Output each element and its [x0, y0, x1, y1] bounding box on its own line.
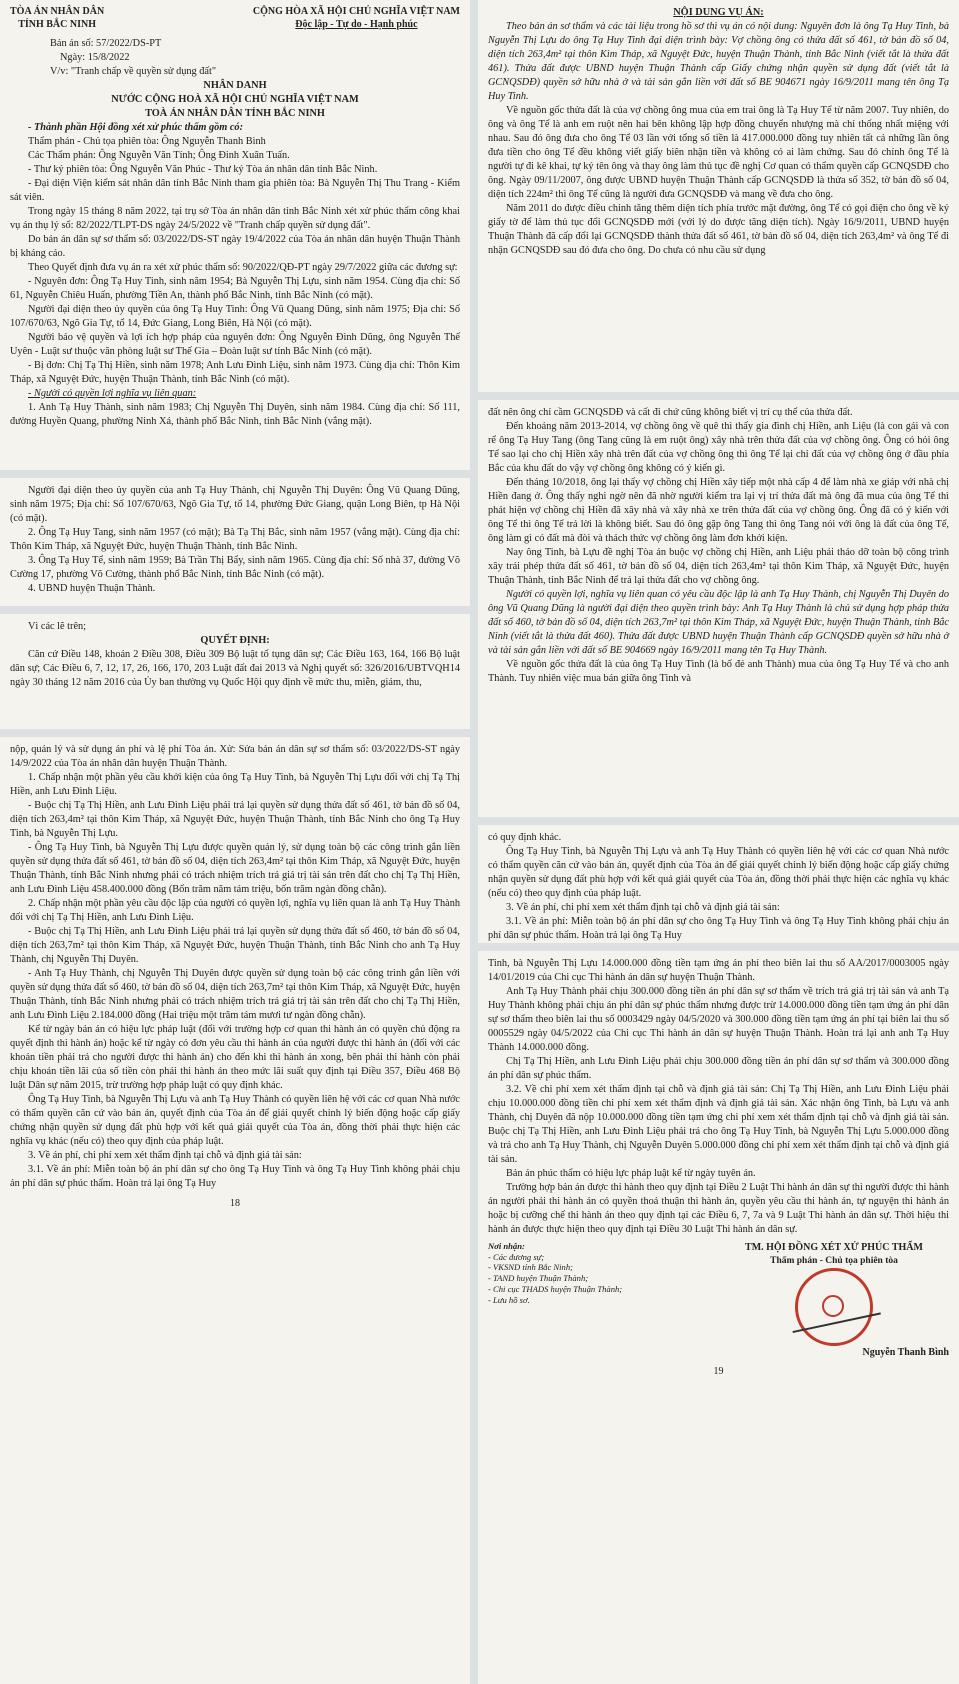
- recipient-item: - VKSND tỉnh Bắc Ninh;: [488, 1262, 573, 1273]
- case-content-continued-panel: [478, 400, 959, 817]
- paragraph: - Thư ký phiên tòa: Ông Nguyễn Văn Phúc - Thư ký Tòa án nhân dân tỉnh Bắc Ninh.: [28, 164, 378, 175]
- signer-name: Nguyễn Thanh Bình: [862, 1346, 949, 1358]
- paragraph: 3.1. Về án phí: Miễn toàn bộ án phí dân sự cho ông Tạ Huy Tinh và ông Tạ Huy Tinh không phải chịu án phí dân sự phúc thẩm. Hoàn trả lại ông Tạ Huy: [10, 1164, 460, 1189]
- paragraph: có quy định khác.: [488, 832, 562, 843]
- paragraph: 2. Ông Tạ Huy Tang, sinh năm 1957 (có mặt); Bà Tạ Thị Bắc, sinh năm 1957 (vắng mặt). Cùng địa chỉ: Thôn Kim Tháp, xã Nguyệt Đức, huyện Thuận Thành, tỉnh Bắc Ninh.: [10, 527, 460, 552]
- paragraph: 1. Chấp nhận một phần yêu cầu khởi kiện của ông Tạ Huy Tinh, bà Nguyễn Thị Lựu đối với chị Tạ Thị Hiền, anh Lưu Đình Liệu.: [10, 772, 460, 797]
- paragraph: Đến khoảng năm 2013-2014, vợ chồng ông về quê thì thấy gia đình chị Hiền, anh Liệu (là con gái và con rể ông Tạ Huy Tang (ông Tang cũng là em ruột ông) xây nhà trên thửa đất của vợ chồng ông. Ông có hỏi ông Tể sao lại cho chị Hiền xây nhà trên đất của vợ chồng ông thì ông Tể lại chỉ đất của vợ chồng ông ở đầu phía Bắc của khu đất do vậy vợ chồng ông không có ý kiến gì.: [488, 421, 949, 474]
- in-the-name: NHÂN DANH: [203, 80, 267, 91]
- case-number: Bản án số: 57/2022/DS-PT: [50, 38, 162, 49]
- recipients-title: Nơi nhận:: [488, 1241, 525, 1251]
- paragraph: 3.2. Về chi phí xem xét thẩm định tại chỗ và định giá tài sản: Chị Tạ Thị Hiền, anh Lưu Đình Liệu phải chịu 10.000.000 đồng tiền chi phí xem xét thẩm định và định giá tài sản. Xác nhận ông Tinh, bà Lựu và anh Thành, chị Duyên đã nộp 10.000.000 đồng tiền tạm ứng chi phí xem xét thẩm định tại chỗ và định giá tài sản. Buộc chị Tạ Thị Hiền, anh Lưu Đình Liệu phải trả cho ông Tạ Huy Tinh, bà Nguyễn Thị Lựu 5.000.000 đồng và trả cho anh Tạ Huy Thành, chị Nguyễn Duyên 5.000.000 đồng chi phí xem xét thẩm định tại chỗ và định giá tài sản.: [488, 1084, 949, 1165]
- paragraph: Tinh, bà Nguyễn Thị Lựu 14.000.000 đồng tiền tạm ứng án phí theo biên lai thu số AA/2017/0003005 ngày 14/01/2019 của Chi cục Thi hành án dân sự huyện Thuận Thành.: [488, 958, 949, 983]
- paragraph: - Bị đơn: Chị Tạ Thị Hiền, sinh năm 1978; Anh Lưu Đình Liệu, sinh năm 1973. Cùng địa chỉ: Thôn Kim Tháp, xã Nguyệt Đức, huyện Thuận Thành, tỉnh Bắc Ninh (có mặt).: [10, 360, 460, 385]
- recipient-item: - Chi cục THADS huyện Thuận Thành;: [488, 1283, 623, 1294]
- page-19-panel: [478, 951, 959, 1684]
- page-18-right-panel: [478, 825, 959, 943]
- paragraph: Anh Tạ Huy Thành phải chịu 300.000 đồng tiền án phí dân sự sơ thẩm về trích trả giá trị tài sản và anh Tạ Huy Thành không phải chịu án phí dân sự phúc thẩm nhưng được trừ 14.000.000 đồng tiền tạm ứng án phí dân sự sơ thẩm theo biên lai thu số 0003429 ngày 04/5/2020 và 300.000 đồng tiền tạm ứng án phí tại biên lai thu số 0005529 ngày 04/5/2022 của Chi cục Thi hành án dân sự huyện Thuận Thành. Hoàn trả lại anh anh Tạ Huy Thành 14.000.000 đồng.: [488, 986, 949, 1053]
- sign-role: Thẩm phán - Chủ tọa phiên tòa: [770, 1255, 898, 1266]
- page-1-header-panel: [0, 0, 470, 470]
- paragraph: Vì các lẽ trên;: [28, 621, 87, 632]
- nation-title: NƯỚC CỘNG HOÀ XÃ HỘI CHỦ NGHĨA VIỆT NAM: [111, 94, 359, 105]
- decision-heading: QUYẾT ĐỊNH:: [200, 635, 270, 646]
- page-1-continued-panel: [0, 478, 470, 606]
- paragraph: Trong ngày 15 tháng 8 năm 2022, tại trụ sở Tòa án nhân dân tỉnh Bắc Ninh xét xử phúc thẩm công khai vụ án thụ lý số: 82/2022/TLPT-DS ngày 24/5/2022 về "Tranh chấp quyền sử dụng đất".: [10, 206, 460, 231]
- recipient-item: - Các đương sự;: [488, 1251, 545, 1262]
- paragraph: - Nguyên đơn: Ông Tạ Huy Tinh, sinh năm 1954; Bà Nguyễn Thị Lựu, sinh năm 1954. Cùng địa chỉ: Số 61, Nguyễn Chiêu Huấn, phường Tiền An, thành phố Bắc Ninh, tỉnh Bắc Ninh (có mặt).: [10, 276, 460, 301]
- paragraph: Người có quyền lợi, nghĩa vụ liên quan có yêu cầu độc lập là anh Tạ Huy Thành, chị Nguyễn Thị Duyên do ông Vũ Quang Dũng là người đại diện theo quyền trình bày: Anh Tạ Huy Thành là chủ sử dụng hợp pháp thửa đất số 460, tờ bản đồ số 04, diện tích 263,7m² tại thôn Kim Tháp, xã Nguyệt Đức, huyện Thuận Thành, tỉnh Bắc Ninh (viết tắt là thửa đất 460). Thửa đất được UBND huyện Thuận Thành cấp GCNQSDĐ quyền sở hữu nhà ở và tài sản gắn liền với đất số BE 904669 ngày 16/9/2011 mang tên Tạ Huy Thành.: [488, 589, 949, 656]
- court-name: TÒA ÁN NHÂN DÂN TỈNH BẮC NINH: [10, 6, 105, 30]
- paragraph: Đến tháng 10/2018, ông lại thấy vợ chồng chị Hiền xây tiếp một nhà cấp 4 để làm nhà xe giáp với nhà chị Hiền đang ở. Ông thấy nghi ngờ nên đã nhờ người kiểm tra lại vị trí thửa đất mà ông đã mua của ông Tể thì phát hiện vợ chồng chị Hiền đã xây nhà và xây nhà xe trên thửa đất của vợ chồng ông. Ông đã có ý kiến với ông Tể thì ông Tể trả lời là không biết. Sau đó ông gặp ông Tang thì ông Tang nói với ông là đất của ông Tể, ông làm gì có đất mà đòi và thách thức vợ chồng ông làm đơn khởi kiện.: [488, 477, 949, 544]
- motto: Độc lập - Tự do - Hạnh phúc: [295, 18, 418, 30]
- page-number: 18: [230, 1198, 240, 1209]
- paragraph: Người bảo vệ quyền và lợi ích hợp pháp của nguyên đơn: Ông Nguyễn Đình Dũng, ông Nguyễn Thế Uyên - Luật sư thuộc văn phòng luật sư Thế Gia – Đoàn luật sư tỉnh Bắc Ninh (có mặt).: [10, 332, 460, 357]
- paragraph: - Buộc chị Tạ Thị Hiền, anh Lưu Đình Liệu phải trả lại quyền sử dụng thửa đất số 460, tờ bản đồ số 04, diện tích 263,7m² tại thôn Kim Tháp, xã Nguyệt Đức, huyện Thuận Thành, tỉnh Bắc Ninh cho anh Tạ Huy Thành, chị Nguyễn Thị Duyên.: [10, 926, 460, 965]
- recipient-item: - TAND huyện Thuận Thành;: [488, 1273, 589, 1284]
- decision-panel: [0, 614, 470, 729]
- paragraph: - Đại diện Viện kiểm sát nhân dân tỉnh Bắc Ninh tham gia phiên tòa: Bà Nguyễn Thị Thu Trang - Kiểm sát viên.: [10, 178, 460, 203]
- paragraph: 3. Về án phí, chi phí xem xét thẩm định tại chỗ và định giá tài sản:: [28, 1150, 302, 1161]
- section-heading: NỘI DUNG VỤ ÁN:: [673, 7, 764, 18]
- paragraph: nộp, quản lý và sử dụng án phí và lệ phí Tòa án. Xử: Sửa bản án dân sự sơ thẩm số: 03/2022/DS-ST ngày 14/9/2022 của Tòa án nhân dân huyện Thuận Thành.: [10, 744, 460, 769]
- page-18-left-panel: [0, 737, 470, 1684]
- paragraph: đất nên ông chỉ cầm GCNQSDĐ và cất đi chứ cũng không biết vị trí cụ thể của thửa đất.: [488, 407, 853, 418]
- paragraph: Nay ông Tinh, bà Lựu đề nghị Tòa án buộc vợ chồng chị Hiền, anh Liệu phải tháo dỡ toàn bộ công trình xây trái phép thửa đất số 461, tờ bản đồ số 04, diện tích 263,4m² tại thôn Kim Tháp, xã Nguyệt Đức, huyện Thuận Thành, tỉnh Bắc Ninh để trả lại thửa đất cho vợ chồng ông.: [488, 547, 949, 586]
- signature-block: [488, 1241, 949, 1359]
- court-full-name: TOÀ ÁN NHÂN DÂN TỈNH BẮC NINH: [145, 108, 325, 119]
- paragraph: Ông Tạ Huy Tinh, bà Nguyễn Thị Lựu và anh Tạ Huy Thành có quyền liên hệ với các cơ quan Nhà nước có thẩm quyền căn cứ vào bản án, quyết định của Tòa án để giải quyết chỉnh lý biến động hoặc cấp giấy chứng nhận quyền sử dụng đất phù hợp với kết quả giải quyết của Tòa án, đồng thời phải thực hiện các nghĩa vụ khác (nếu có) theo quy định của pháp luật.: [10, 1094, 460, 1147]
- paragraph: - Thành phần Hội đồng xét xử phúc thẩm gồm có:: [28, 122, 243, 133]
- paragraph: - Ông Tạ Huy Tinh, bà Nguyễn Thị Lựu được quyền quản lý, sử dụng toàn bộ các công trình gắn liền quyền sử dụng thửa đất số 461, tờ bản đồ số 04, diện tích 263,4m² tại thôn Kim Tháp, xã Nguyệt Đức, huyện Thuận Thành, tỉnh Bắc Ninh nhưng phải có trách nhiệm trích trả giá trị tài sản trên đất cho chị Tạ Thị Hiền, anh Lưu Đình Liệu 458.400.000 đồng (Bốn trăm năm tám triệu, bốn trăm ngàn đồng chẵn).: [10, 842, 460, 895]
- paragraph: Theo Quyết định đưa vụ án ra xét xử phúc thẩm số: 90/2022/QĐ-PT ngày 29/7/2022 giữa các đương sự:: [28, 262, 458, 273]
- paragraph: Do bản án dân sự sơ thẩm số: 03/2022/DS-ST ngày 19/4/2022 của Tòa án nhân dân huyện Thuận Thành bị kháng cáo.: [10, 234, 460, 259]
- sign-title: TM. HỘI ĐỒNG XÉT XỬ PHÚC THẨM: [745, 1242, 923, 1253]
- paragraph: Năm 2011 do được điều chỉnh tăng thêm diện tích phía trước mặt đường, ông Tể có gọi điện cho ông về ký giấy tờ để làm thủ tục đổi GCNQSDĐ mới (với lý do được tăng diện tích). Ngày 16/9/2011, UBND huyện Thuận Thành đã cấp đổi lại GCNQSDĐ thành thửa đất số 461, tờ bản đồ số 04, diện tích 263,4m² và ông Tể đi nhận GCNQSDĐ sau đó đưa cho ông. Do chưa có nhu cầu sử dụng: [488, 203, 949, 256]
- paragraph: Về nguồn gốc thửa đất là của vợ chồng ông mua của em trai ông là Tạ Huy Tể từ năm 2007. Tuy nhiên, do ông và ông Tể là anh em ruột nên hai bên không lập hợp đồng chuyển nhượng mà chỉ thống nhất miệng với nhau. Sau đó ông đưa cho ông Tể 03 lần với tổng số tiền là 417.000.000 đồng tuy nhiên tất cả những lần ông đưa tiền cho ông Tể đều không viết giấy biên nhận tiền và không có ai làm chứng. Sau đó chính ông Tể là người tự đi kê khai, tự ký tên ông và thay ông làm thủ tục đề nghị Cơ quan có thẩm quyền cấp GCNQSDĐ cho ông. Ngày 09/11/2007, ông được UBND huyện Thuận Thành cấp GCNQSDĐ là thửa số 352, tờ bản đồ số 04, diện tích 224m² thì ông Tể cũng là người đưa GCNQSDĐ và mang về đưa cho ông.: [488, 105, 949, 200]
- recipient-item: - Lưu hồ sơ.: [488, 1294, 530, 1305]
- case-subject: V/v: "Tranh chấp về quyền sử dụng đất": [50, 66, 217, 77]
- paragraph: Người đại diện theo ủy quyền của anh Tạ Huy Thành, chị Nguyễn Thị Duyên: Ông Vũ Quang Dũng, sinh năm 1975; Địa chỉ: Số 107/670/63, Ngõ Gia Tự, tổ 14, phường Đức Giang, quận Long Biên, tp Hà Nội (có mặt).: [10, 485, 460, 524]
- paragraph: - Người có quyền lợi nghĩa vụ liên quan:: [28, 388, 197, 399]
- paragraph: 4. UBND huyện Thuận Thành.: [28, 583, 156, 594]
- paragraph: Thẩm phán - Chủ tọa phiên tòa: Ông Nguyễn Thanh Bình: [28, 136, 266, 147]
- paragraph: - Anh Tạ Huy Thành, chị Nguyễn Thị Duyên được quyền sử dụng toàn bộ các công trình gắn liền với quyền sử dụng thửa đất số 460, tờ bản đồ số 04, diện tích 263,7m² tại thôn Kim Tháp, xã Nguyệt Đức, huyện Thuận Thành, tỉnh Bắc Ninh nhưng phải có trách nhiệm trích trả giá trị tài sản trên đất cho chị Tạ Thị Hiền, anh Lưu Đình Liệu 2.184.000 đồng (Hai triệu một trăm tám mươi tư ngàn đồng chẵn).: [10, 968, 460, 1021]
- paragraph: Chị Tạ Thị Hiền, anh Lưu Đình Liệu phải chịu 300.000 đồng tiền án phí dân sự sơ thẩm và 300.000 đồng án phí dân sự phúc thẩm.: [488, 1056, 949, 1081]
- paragraph: 3. Về án phí, chi phí xem xét thẩm định tại chỗ và định giá tài sản:: [506, 902, 780, 913]
- republic-title: CỘNG HÒA XÃ HỘI CHỦ NGHĨA VIỆT NAM: [252, 6, 460, 17]
- paragraph: 3. Ông Tạ Huy Tể, sinh năm 1959; Bà Trần Thị Bẩy, sinh năm 1965. Cùng địa chỉ: Số nhà 37, đường Võ Cường 17, phường Võ Cường, thành phố Bắc Ninh, tỉnh Bắc Ninh (có mặt).: [10, 555, 460, 580]
- paragraph: 3.1. Về án phí: Miễn toàn bộ án phí dân sự cho ông Tạ Huy Tinh và ông Tạ Huy Tinh không phải chịu án phí dân sự phúc thẩm. Hoàn trả lại ông Tạ Huy: [488, 916, 949, 941]
- paragraph: Kể từ ngày bản án có hiệu lực pháp luật (đối với trường hợp cơ quan thi hành án có quyền chủ động ra quyết định thi hành án) hoặc kể từ ngày có đơn yêu cầu thi hành án của người được thi hành án (đối với các khoản tiền phải trả cho người được thi hành án) cho đến khi thi hành án xong, bên phải thi hành còn phải chịu khoản tiền lãi của số tiền còn phải thi hành án theo mức lãi suất quy định tại Điều 357, Điều 468 Bộ luật Dân sự năm 2015, trừ trường hợp pháp luật có quy định khác.: [10, 1024, 460, 1091]
- case-content-panel: [478, 0, 959, 392]
- paragraph: Các Thẩm phán: Ông Nguyễn Văn Tính; Ông Đinh Xuân Tuấn.: [28, 150, 290, 161]
- paragraph: Trường hợp bản án được thi hành theo quy định tại Điều 2 Luật Thi hành án dân sự thì người được thi hành án người phải thi hành án có quyền thoả thuận thi hành án, quyền yêu cầu thi hành án, tự nguyện thi hành án hoặc bị cưỡng chế thi hành án theo quy định tại các Điều 6, 7, 7a và 9 Luật Thi hành án dân sự. Thời hiệu thi hành án được thực hiện theo quy định tại Điều 30 Luật Thi hành án dân sự.: [488, 1182, 949, 1235]
- paragraph: Về nguồn gốc thửa đất là của ông Tạ Huy Tinh (là bố đẻ anh Thành) mua của ông Tạ Huy Tể và cho anh Thành. Tuy nhiên việc mua bán giữa ông Tinh và: [488, 659, 949, 684]
- signer-block: [719, 1241, 949, 1359]
- page-number: 19: [713, 1366, 724, 1378]
- paragraph: 2. Chấp nhận một phần yêu cầu độc lập của người có quyền lợi, nghĩa vụ liên quan là anh Tạ Huy Thành đối với chị Tạ Thị Hiền, anh Lưu Đình Liệu.: [10, 898, 460, 923]
- paragraph: 1. Anh Tạ Huy Thành, sinh năm 1983; Chị Nguyễn Thị Duyên, sinh năm 1984. Cùng địa chỉ: Số 111, đường Huyền Quang, phường Ninh Xá, thành phố Bắc Ninh, tỉnh Bắc Ninh (vắng mặt).: [10, 402, 460, 427]
- paragraph: Theo bản án sơ thẩm và các tài liệu trong hồ sơ thì vụ án có nội dung: Nguyên đơn là ông Tạ Huy Tinh, bà Nguyễn Thị Lựu do ông Tạ Huy Tinh đại diện trình bày: Vợ chồng ông có thửa đất số 461, tờ bản đồ số 04, diện tích 263,4m² tại thôn Kim Tháp, xã Nguyệt Đức, huyện Thuận Thành, tỉnh Bắc Ninh (viết tắt là thửa đất 461). Thửa đất được UBND huyện Thuận Thành cấp Giấy chứng nhận quyền sử dụng đất (viết tắt là GCNQSDĐ) quyền sở hữu nhà ở và tài sản gắn liền với đất số BE 904671 ngày 16/9/2011 mang tên ông Tạ Huy Tinh.: [488, 21, 949, 102]
- paragraph: Bản án phúc thẩm có hiệu lực pháp luật kể từ ngày tuyên án.: [506, 1168, 756, 1179]
- case-date: Ngày: 15/8/2022: [60, 52, 130, 63]
- header-block: [10, 6, 460, 31]
- paragraph: Ông Tạ Huy Tinh, bà Nguyễn Thị Lựu và anh Tạ Huy Thành có quyền liên hệ với các cơ quan Nhà nước có thẩm quyền căn cứ vào bản án, quyết định của Tòa án để giải quyết chỉnh lý biến động hoặc cấp giấy chứng nhận quyền sử dụng đất phù hợp với kết quả giải quyết của Tòa án, đồng thời phải thực hiện các nghĩa vụ khác (nếu có) theo quy định của pháp luật.: [488, 846, 949, 899]
- paragraph: - Buộc chị Tạ Thị Hiền, anh Lưu Đình Liệu phải trả lại quyền sử dụng thửa đất số 461, tờ bản đồ số 04, diện tích 263,4m² tại thôn Kim Tháp, xã Nguyệt Đức, huyện Thuận Thành, tỉnh Bắc Ninh cho ông Tạ Huy Tinh, bà Nguyễn Thị Lựu.: [10, 800, 460, 839]
- recipients-list: [488, 1241, 622, 1359]
- paragraph: Căn cứ Điều 148, khoản 2 Điều 308, Điều 309 Bộ luật tố tụng dân sự; Các Điều 163, 164, 166 Bộ luật dân sự; Các Điều 6, 7, 12, 17, 26, 166, 170, 203 Luật đất đai 2013 và Nghị quyết số: 326/2016/UBTVQH14 ngày 30 tháng 12 năm 2016 của Ủy ban thường vụ Quốc Hội quy định về mức thu, miễn, giảm, thu,: [10, 649, 460, 688]
- paragraph: Người đại diện theo ủy quyền của ông Tạ Huy Tinh: Ông Vũ Quang Dũng, sinh năm 1975; Địa chỉ: Số 107/670/63, Ngõ Gia Tự, tổ 14, Đức Giang, Long Biên, Hà Nội (có mặt).: [10, 304, 460, 329]
